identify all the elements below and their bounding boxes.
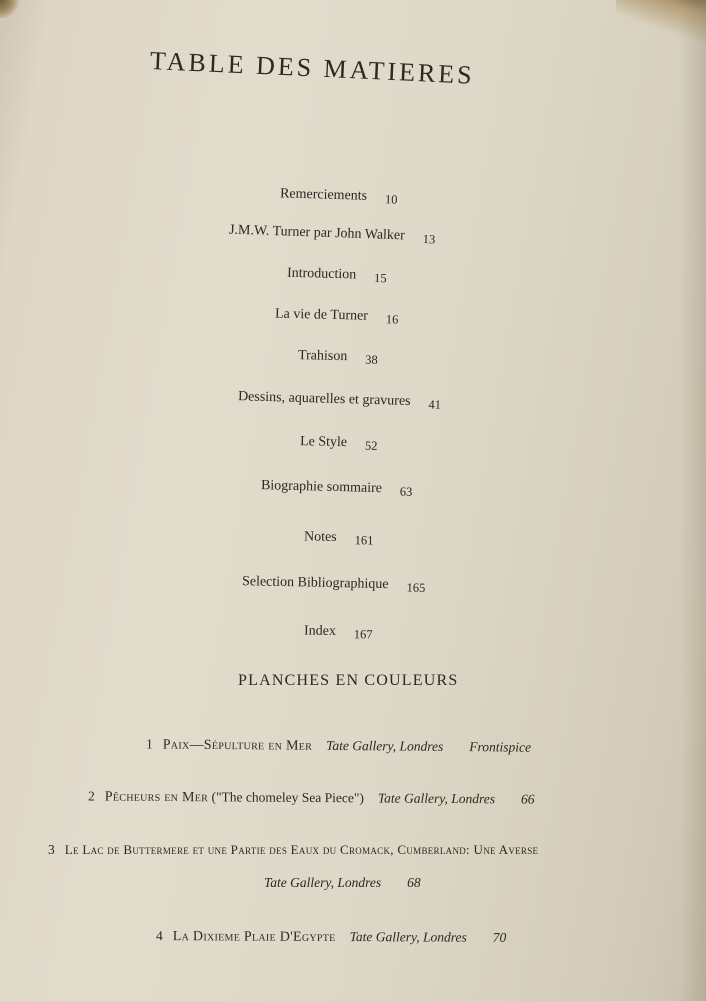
- plates-heading: PLANCHES EN COULEURS: [238, 672, 459, 689]
- plate-page: 70: [492, 929, 507, 945]
- plate-page: 66: [520, 791, 535, 807]
- toc-entry-page: 38: [365, 352, 378, 367]
- toc-entry: [261, 478, 413, 498]
- plate-location: Tate Gallery, Londres: [377, 790, 496, 807]
- toc-entry-page: 52: [364, 438, 378, 453]
- toc-entry: [242, 574, 426, 594]
- toc-entry-label: Introduction: [286, 265, 357, 283]
- plate-number: 1: [145, 736, 153, 752]
- toc-entry-label: Index: [303, 623, 337, 639]
- toc-entry: [300, 434, 378, 452]
- toc-entry-label: Remerciements: [279, 186, 368, 204]
- toc-entry: [304, 530, 374, 547]
- toc-entry-page: 167: [353, 627, 373, 642]
- toc-entry-page: 15: [373, 270, 387, 286]
- toc-entry-label: Trahison: [297, 348, 348, 365]
- toc-entry-label: La vie de Turner: [274, 306, 369, 324]
- page-corner-shadow: [0, 0, 22, 18]
- plate-number: 4: [155, 928, 163, 944]
- plate-title: Le Lac de Buttermere et une Partie des Eaux du Cromack, Cumberland: Une Averse: [64, 842, 539, 857]
- toc-entry: [280, 186, 398, 205]
- toc-entry: [238, 389, 441, 411]
- toc-entry-page: 13: [422, 232, 436, 247]
- plate-subtitle: ("The chomeley Sea Piece"): [211, 789, 364, 806]
- toc-entry: [304, 624, 373, 641]
- plate-entry: [88, 788, 535, 808]
- toc-entry-label: J.M.W. Turner par John Walker: [228, 222, 406, 244]
- toc-entry-label: Biographie sommaire: [260, 478, 383, 497]
- page-title: TABLE DES MATIERES: [149, 46, 476, 90]
- page-edge-shadow: [680, 0, 706, 1001]
- toc-entry-page: 161: [354, 533, 374, 548]
- toc-entry-label: Dessins, aquarelles et gravures: [237, 389, 411, 409]
- plate-number: 3: [48, 842, 55, 857]
- toc-entry-page: 41: [428, 397, 442, 412]
- plate-location: Tate Gallery, Londres: [349, 929, 467, 945]
- toc-entry-label: Le Style: [299, 434, 348, 451]
- plate-title: Pêcheurs en Mer: [104, 789, 209, 806]
- toc-entry-label: Selection Bibliographique: [241, 574, 389, 593]
- toc-entry: [287, 266, 387, 285]
- plate-title: La Dixieme Plaie D'Egypte: [172, 929, 336, 946]
- toc-entry-page: 10: [384, 192, 398, 207]
- plate-title: Paix—Sépulture en Mer: [162, 737, 313, 754]
- plate-number: 2: [87, 788, 95, 804]
- plate-entry: [156, 928, 506, 947]
- toc-entry-page: 165: [406, 580, 426, 595]
- plate-page: Frontispice: [469, 739, 532, 755]
- plate-page: 68: [407, 875, 421, 890]
- toc-entry-label: Notes: [303, 529, 337, 545]
- plate-entry: [146, 736, 531, 756]
- toc-entry: [229, 223, 436, 246]
- plate-entry-continuation: [264, 875, 421, 891]
- toc-entry-page: 63: [399, 484, 413, 499]
- toc-entry: [298, 348, 378, 366]
- toc-entry-page: 16: [385, 312, 399, 327]
- plate-location: Tate Gallery, Londres: [264, 875, 382, 890]
- plate-location: Tate Gallery, Londres: [326, 737, 444, 754]
- plate-entry: [48, 842, 538, 858]
- toc-entry: [275, 306, 399, 325]
